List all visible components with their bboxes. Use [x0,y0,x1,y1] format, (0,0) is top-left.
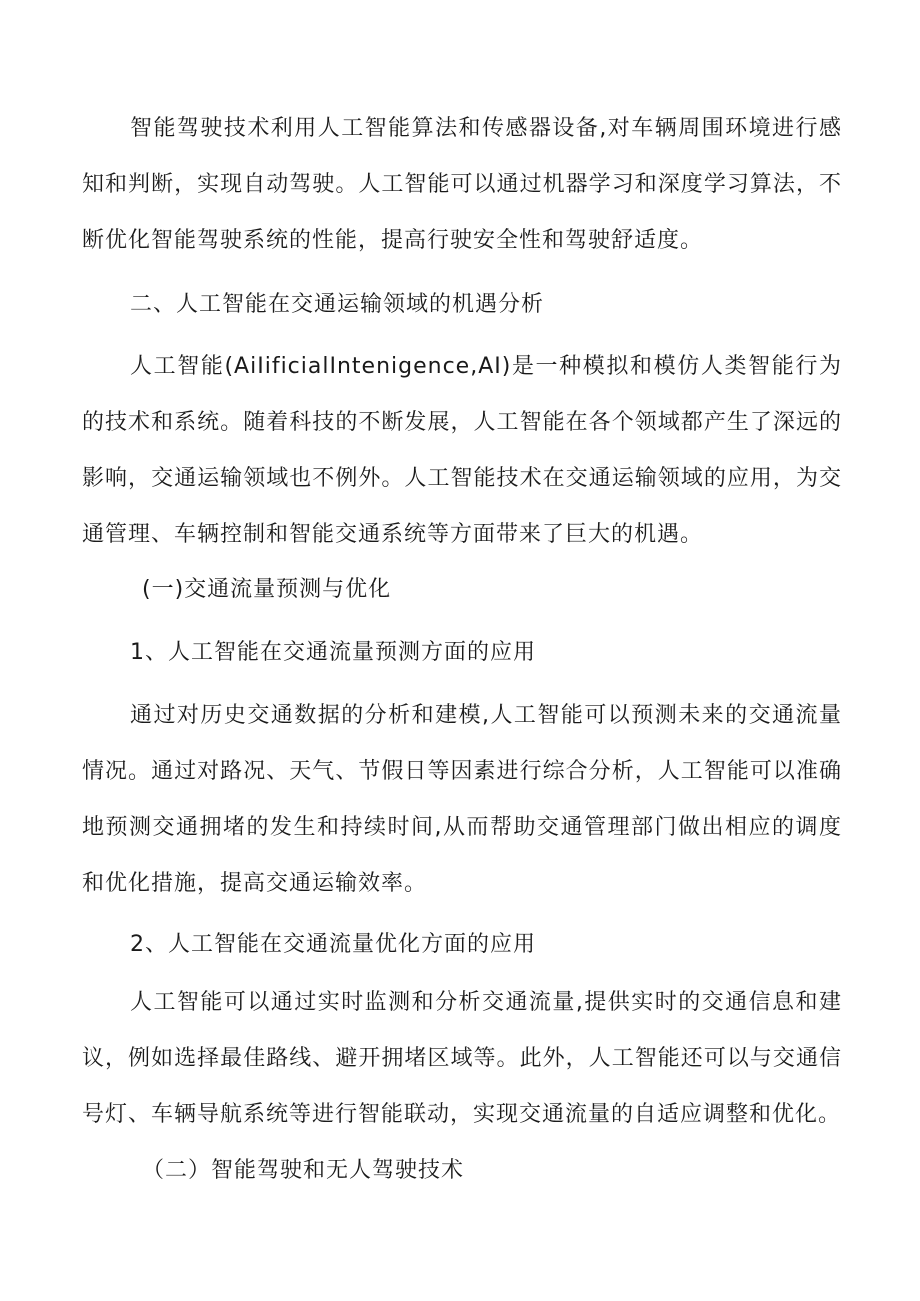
paragraph-flow-prediction: 通过对历史交通数据的分析和建模,人工智能可以预测未来的交通流量情况。通过对路况、天气、节假日等因素进行综合分析，人工智能可以准确地预测交通拥堵的发生和持续时间,从而帮助交通管理部门做出相应的调度和优化措施，提高交通运输效率。 [82,703,842,896]
subsection-heading-traffic-flow: (一)交通流量预测与优化 [142,577,392,602]
subsection-heading-autonomous-driving: （二）智能驾驶和无人驾驶技术 [142,1158,465,1183]
section-heading: 二、人工智能在交通运输领域的机遇分析 [130,292,545,317]
item-heading-flow-optimization: 2、人工智能在交通流量优化方面的应用 [130,932,536,957]
paragraph-smart-driving-intro: 智能驾驶技术利用人工智能算法和传感器设备,对车辆周围环境进行感知和判断，实现自动驾驶。人工智能可以通过机器学习和深度学习算法，不断优化智能驾驶系统的性能，提高行驶安全性和驾驶舒适度。 [82,116,842,253]
item-heading-flow-prediction: 1、人工智能在交通流量预测方面的应用 [130,640,536,665]
paragraph-flow-optimization: 人工智能可以通过实时监测和分析交通流量,提供实时的交通信息和建议，例如选择最佳路线、避开拥堵区域等。此外，人工智能还可以与交通信号灯、车辆导航系统等进行智能联动，实现交通流量的自适应调整和优化。 [82,990,842,1127]
paragraph-ai-opportunity: 人工智能(AiIificialIntenigence,AI)是一种模拟和模仿人类智能行为的技术和系统。随着科技的不断发展，人工智能在各个领域都产生了深远的影响，交通运输领域也不例外。人工智能技术在交通运输领域的应用，为交通管理、车辆控制和智能交通系统等方面带来了巨大的机遇。 [82,354,842,547]
